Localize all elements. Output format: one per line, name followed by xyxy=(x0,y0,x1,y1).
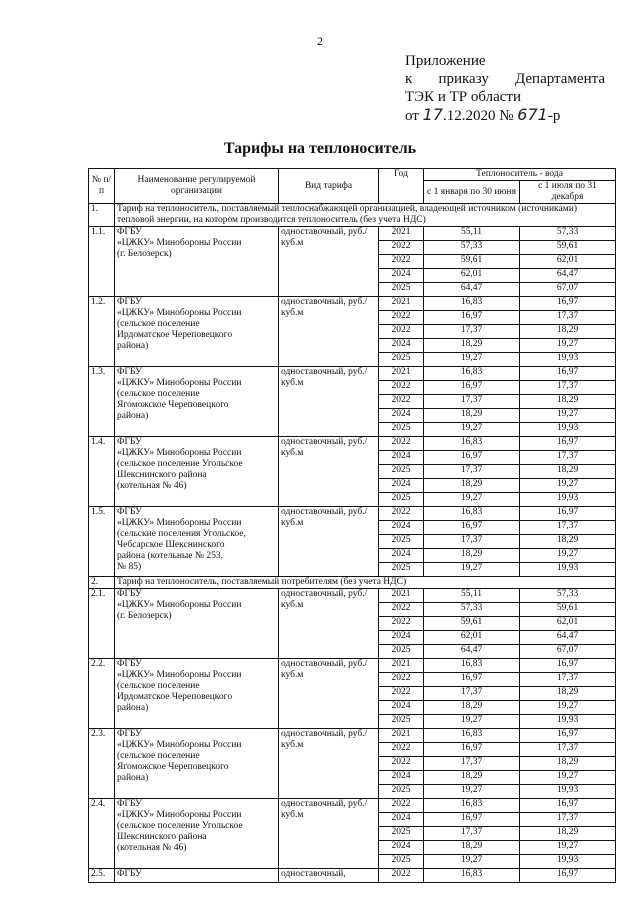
header-year: Год xyxy=(379,169,424,204)
year-cell: 2022 xyxy=(379,617,424,631)
tariff-type: одноставочный, руб./куб.м xyxy=(279,729,379,799)
year-cell: 2024 xyxy=(379,631,424,645)
tariff-h2-cell: 59,61 xyxy=(520,241,616,255)
tariff-h1-cell: 16,83 xyxy=(424,367,520,381)
tariff-h1-cell: 59,61 xyxy=(424,255,520,269)
organization-line: района) xyxy=(117,411,149,421)
tariff-h2-cell: 19,93 xyxy=(520,353,616,367)
tariff-h1-cell: 16,83 xyxy=(424,799,520,813)
tariff-h2-cell: 57,33 xyxy=(520,227,616,241)
organization-line: ФГБУ xyxy=(117,367,142,377)
tariff-h1-cell: 16,83 xyxy=(424,297,520,311)
tariff-h1-cell: 17,37 xyxy=(424,687,520,701)
tariff-h2-cell: 17,37 xyxy=(520,813,616,827)
row-number: 2.3. xyxy=(89,729,115,799)
row-number: 1.1. xyxy=(89,227,115,297)
tariff-h2-cell: 18,29 xyxy=(520,687,616,701)
year-cell: 2022 xyxy=(379,255,424,269)
tariff-h1-cell: 19,27 xyxy=(424,715,520,729)
year-cell: 2025 xyxy=(379,535,424,549)
organization-line: (сельские поселения Угольское, xyxy=(117,529,246,539)
tariff-h2-cell: 17,37 xyxy=(520,381,616,395)
year-cell: 2021 xyxy=(379,227,424,241)
tariff-h2-cell: 67,07 xyxy=(520,283,616,297)
handwritten-order-number: 671 xyxy=(517,105,548,124)
section-row xyxy=(89,577,616,589)
organization-line: ФГБУ xyxy=(117,227,142,237)
year-cell: 2024 xyxy=(379,771,424,785)
year-cell: 2021 xyxy=(379,367,424,381)
organization-name xyxy=(115,729,279,799)
tariff-h1-cell: 64,47 xyxy=(424,283,520,297)
tariff-h1-cell: 17,37 xyxy=(424,827,520,841)
tariff-type: одноставочный, руб./куб.м xyxy=(279,659,379,729)
tariff-h1-cell: 19,27 xyxy=(424,785,520,799)
tariff-type: одноставочный, руб./куб.м xyxy=(279,437,379,507)
organization-line: (г. Белозерск) xyxy=(117,249,172,259)
tariff-h2-cell: 17,37 xyxy=(520,521,616,535)
year-cell: 2025 xyxy=(379,423,424,437)
year-cell: 2025 xyxy=(379,283,424,297)
organization-line: (сельское поселение xyxy=(117,681,200,691)
section-number: 2. xyxy=(89,577,115,589)
tariff-h2-cell: 19,93 xyxy=(520,715,616,729)
row-number: 1.5. xyxy=(89,507,115,577)
year-cell: 2022 xyxy=(379,869,424,883)
tariff-h1-cell: 18,29 xyxy=(424,339,520,353)
tariff-h1-cell: 19,27 xyxy=(424,493,520,507)
organization-line: (сельское поселение xyxy=(117,319,200,329)
table-row xyxy=(89,367,616,381)
table-row xyxy=(89,799,616,813)
header-period1: с 1 января по 30 июня xyxy=(424,181,520,204)
tariff-h1-cell: 17,37 xyxy=(424,395,520,409)
tariff-h2-cell: 18,29 xyxy=(520,757,616,771)
organization-line: района) xyxy=(117,703,149,713)
year-cell: 2022 xyxy=(379,395,424,409)
year-cell: 2021 xyxy=(379,589,424,603)
tariff-h2-cell: 64,47 xyxy=(520,631,616,645)
row-number: 2.5. xyxy=(89,869,115,883)
organization-line: Чебсарское Шекснинского xyxy=(117,540,225,550)
tariff-h1-cell: 16,97 xyxy=(424,311,520,325)
tariff-type: одноставочный, xyxy=(279,869,379,883)
tariff-h1-cell: 18,29 xyxy=(424,549,520,563)
tariff-h1-cell: 19,27 xyxy=(424,855,520,869)
tariff-h2-cell: 62,01 xyxy=(520,617,616,631)
organization-line: «ЦЖКУ» Минобороны России xyxy=(117,448,242,458)
tariff-h1-cell: 62,01 xyxy=(424,269,520,283)
tariff-h2-cell: 64,47 xyxy=(520,269,616,283)
tariffs-table xyxy=(88,168,616,883)
table-row xyxy=(89,659,616,673)
year-cell: 2022 xyxy=(379,241,424,255)
tariff-h2-cell: 17,37 xyxy=(520,743,616,757)
organization-line: № 85) xyxy=(117,562,142,572)
organization-line: (котельная № 46) xyxy=(117,843,187,853)
organization-line: ФГБУ xyxy=(117,799,142,809)
tariff-h1-cell: 18,29 xyxy=(424,479,520,493)
tariff-h1-cell: 16,97 xyxy=(424,673,520,687)
header-num: № п/п xyxy=(89,169,115,204)
year-cell: 2025 xyxy=(379,855,424,869)
row-number: 2.1. xyxy=(89,589,115,659)
organization-line: «ЦЖКУ» Минобороны России xyxy=(117,740,242,750)
year-cell: 2021 xyxy=(379,729,424,743)
organization-name xyxy=(115,367,279,437)
tariff-h1-cell: 19,27 xyxy=(424,563,520,577)
section-title: Тариф на теплоноситель, поставляемый потребителям (без учета НДС) xyxy=(115,577,616,589)
tariff-h1-cell: 57,33 xyxy=(424,603,520,617)
year-cell: 2024 xyxy=(379,269,424,283)
row-number: 1.3. xyxy=(89,367,115,437)
section-number: 1. xyxy=(89,204,115,227)
tariff-h2-cell: 18,29 xyxy=(520,325,616,339)
tariff-h1-cell: 17,37 xyxy=(424,465,520,479)
year-cell: 2025 xyxy=(379,827,424,841)
year-cell: 2024 xyxy=(379,479,424,493)
organization-line: «ЦЖКУ» Минобороны России xyxy=(117,308,242,318)
header-org: Наименование регулируемой организации xyxy=(115,169,279,204)
row-number: 1.4. xyxy=(89,437,115,507)
appendix-word: Департамента xyxy=(514,71,605,87)
tariff-h1-cell: 16,97 xyxy=(424,813,520,827)
tariff-h2-cell: 17,37 xyxy=(520,311,616,325)
table-row xyxy=(89,297,616,311)
tariff-h2-cell: 16,97 xyxy=(520,729,616,743)
year-cell: 2022 xyxy=(379,381,424,395)
tariff-h2-cell: 19,27 xyxy=(520,841,616,855)
section-row xyxy=(89,204,616,227)
page-number: 2 xyxy=(317,34,323,48)
year-cell: 2025 xyxy=(379,645,424,659)
tariff-h1-cell: 18,29 xyxy=(424,409,520,423)
tariff-h2-cell: 18,29 xyxy=(520,827,616,841)
organization-line: (г. Белозерск) xyxy=(117,611,172,621)
tariff-h1-cell: 55,11 xyxy=(424,589,520,603)
tariff-type: одноставочный, руб./куб.м xyxy=(279,227,379,297)
row-number: 2.2. xyxy=(89,659,115,729)
organization-line: ФГБУ xyxy=(117,507,142,517)
tariff-h2-cell: 19,93 xyxy=(520,563,616,577)
year-cell: 2025 xyxy=(379,715,424,729)
organization-line: (сельское поселение xyxy=(117,751,200,761)
organization-name xyxy=(115,589,279,659)
tariff-h2-cell: 17,37 xyxy=(520,451,616,465)
document-title: Тарифы на теплоноситель xyxy=(223,140,417,157)
tariff-h1-cell: 62,01 xyxy=(424,631,520,645)
tariff-h2-cell: 18,29 xyxy=(520,395,616,409)
order-suffix: -р xyxy=(547,108,561,124)
header-group: Теплоноситель - вода xyxy=(424,169,616,181)
tariff-h1-cell: 17,37 xyxy=(424,535,520,549)
year-cell: 2022 xyxy=(379,507,424,521)
organization-line: (сельское поселение xyxy=(117,389,200,399)
tariff-h2-cell: 16,97 xyxy=(520,297,616,311)
tariff-h1-cell: 16,83 xyxy=(424,729,520,743)
appendix-date-line xyxy=(405,106,605,125)
tariff-h2-cell: 67,07 xyxy=(520,645,616,659)
organization-line: «ЦЖКУ» Минобороны России xyxy=(117,600,242,610)
tariff-type: одноставочный, руб./куб.м xyxy=(279,799,379,869)
row-number: 1.2. xyxy=(89,297,115,367)
tariff-h1-cell: 16,97 xyxy=(424,381,520,395)
tariff-h2-cell: 19,93 xyxy=(520,855,616,869)
year-cell: 2025 xyxy=(379,563,424,577)
organization-line: Ягоможское Череповецкого xyxy=(117,400,229,410)
organization-line: Шекснинского района xyxy=(117,832,207,842)
year-cell: 2022 xyxy=(379,325,424,339)
year-cell: 2024 xyxy=(379,409,424,423)
organization-name xyxy=(115,799,279,869)
year-cell: 2025 xyxy=(379,465,424,479)
tariff-h2-cell: 18,29 xyxy=(520,535,616,549)
organization-line: ФГБУ xyxy=(117,297,142,307)
tariff-h1-cell: 16,83 xyxy=(424,507,520,521)
table-row xyxy=(89,507,616,521)
tariff-type: одноставочный, руб./куб.м xyxy=(279,367,379,437)
tariff-type: одноставочный, руб./куб.м xyxy=(279,507,379,577)
tariff-h1-cell: 16,97 xyxy=(424,521,520,535)
year-cell: 2022 xyxy=(379,437,424,451)
organization-line: ФГБУ xyxy=(117,869,142,879)
year-cell: 2022 xyxy=(379,687,424,701)
tariff-type: одноставочный, руб./куб.м xyxy=(279,589,379,659)
organization-line: района) xyxy=(117,773,149,783)
appendix-line2 xyxy=(405,70,605,88)
tariff-h2-cell: 19,93 xyxy=(520,785,616,799)
section-title: Тариф на теплоноситель, поставляемый теплоснабжающей организацией, владеющей источником (источниками) тепловой энергии, на котором производится теплоноситель (без учета НДС) xyxy=(115,204,616,227)
tariff-h1-cell: 18,29 xyxy=(424,771,520,785)
tariff-h2-cell: 16,97 xyxy=(520,367,616,381)
tariff-h2-cell: 19,27 xyxy=(520,409,616,423)
date-prefix: от xyxy=(405,108,419,124)
organization-line: ФГБУ xyxy=(117,437,142,447)
year-cell: 2022 xyxy=(379,673,424,687)
organization-line: «ЦЖКУ» Минобороны России xyxy=(117,518,242,528)
organization-line: Ирдоматское Череповецкого xyxy=(117,330,233,340)
tariff-h1-cell: 55,11 xyxy=(424,227,520,241)
tariff-h2-cell: 59,61 xyxy=(520,603,616,617)
tariff-h2-cell: 19,93 xyxy=(520,423,616,437)
table-row xyxy=(89,227,616,241)
appendix-word: приказу xyxy=(438,71,489,87)
organization-name xyxy=(115,227,279,297)
header-period2: с 1 июля по 31 декабря xyxy=(520,181,616,204)
tariff-h1-cell: 17,37 xyxy=(424,325,520,339)
year-cell: 2021 xyxy=(379,659,424,673)
tariff-h2-cell: 18,29 xyxy=(520,465,616,479)
tariff-h2-cell: 16,97 xyxy=(520,869,616,883)
organization-line: (сельское поселение Угольское xyxy=(117,821,243,831)
row-number: 2.4. xyxy=(89,799,115,869)
year-cell: 2024 xyxy=(379,339,424,353)
organization-line: ФГБУ xyxy=(117,589,142,599)
tariff-h1-cell: 16,83 xyxy=(424,869,520,883)
tariff-h1-cell: 16,83 xyxy=(424,437,520,451)
year-cell: 2025 xyxy=(379,353,424,367)
year-cell: 2024 xyxy=(379,451,424,465)
organization-line: «ЦЖКУ» Минобороны России xyxy=(117,378,242,388)
organization-line: «ЦЖКУ» Минобороны России xyxy=(117,238,242,248)
year-cell: 2022 xyxy=(379,603,424,617)
appendix-line1: Приложение xyxy=(405,53,486,69)
tariff-h2-cell: 17,37 xyxy=(520,673,616,687)
organization-line: Шекснинского района xyxy=(117,470,207,480)
organization-line: Ирдоматское Череповецкого xyxy=(117,692,233,702)
tariff-h2-cell: 19,27 xyxy=(520,339,616,353)
tariff-h2-cell: 19,27 xyxy=(520,771,616,785)
date-rest: .12.2020 № xyxy=(442,108,514,124)
year-cell: 2024 xyxy=(379,813,424,827)
appendix-word: к xyxy=(405,71,413,87)
appendix-line3: ТЭК и ТР области xyxy=(405,89,521,105)
year-cell: 2025 xyxy=(379,785,424,799)
handwritten-day: 17 xyxy=(422,105,443,124)
tariff-h1-cell: 19,27 xyxy=(424,423,520,437)
tariff-h1-cell: 16,97 xyxy=(424,743,520,757)
header-type: Вид тарифа xyxy=(279,169,379,204)
tariff-h2-cell: 16,97 xyxy=(520,437,616,451)
organization-line: «ЦЖКУ» Минобороны России xyxy=(117,810,242,820)
tariff-h1-cell: 18,29 xyxy=(424,701,520,715)
year-cell: 2024 xyxy=(379,521,424,535)
organization-name xyxy=(115,507,279,577)
tariff-h2-cell: 19,27 xyxy=(520,701,616,715)
tariff-h2-cell: 62,01 xyxy=(520,255,616,269)
tariff-h1-cell: 16,83 xyxy=(424,659,520,673)
organization-line: района) xyxy=(117,341,149,351)
organization-name xyxy=(115,659,279,729)
tariff-h1-cell: 17,37 xyxy=(424,757,520,771)
organization-name xyxy=(115,869,279,883)
year-cell: 2024 xyxy=(379,701,424,715)
organization-line: района (котельные № 253, xyxy=(117,551,223,561)
tariff-h1-cell: 16,97 xyxy=(424,451,520,465)
tariff-h1-cell: 19,27 xyxy=(424,353,520,367)
table-row xyxy=(89,729,616,743)
year-cell: 2022 xyxy=(379,311,424,325)
organization-line: Ягоможское Череповецкого xyxy=(117,762,229,772)
year-cell: 2022 xyxy=(379,799,424,813)
year-cell: 2024 xyxy=(379,549,424,563)
tariff-h2-cell: 19,27 xyxy=(520,549,616,563)
table-row xyxy=(89,437,616,451)
organization-name xyxy=(115,437,279,507)
year-cell: 2021 xyxy=(379,297,424,311)
organization-line: ФГБУ xyxy=(117,729,142,739)
appendix-block xyxy=(405,52,605,125)
tariff-h2-cell: 16,97 xyxy=(520,659,616,673)
tariff-h2-cell: 16,97 xyxy=(520,507,616,521)
organization-name xyxy=(115,297,279,367)
year-cell: 2025 xyxy=(379,493,424,507)
tariff-h1-cell: 57,33 xyxy=(424,241,520,255)
tariff-h1-cell: 59,61 xyxy=(424,617,520,631)
year-cell: 2024 xyxy=(379,841,424,855)
tariff-h2-cell: 19,93 xyxy=(520,493,616,507)
year-cell: 2022 xyxy=(379,757,424,771)
organization-line: «ЦЖКУ» Минобороны России xyxy=(117,670,242,680)
tariff-h2-cell: 19,27 xyxy=(520,479,616,493)
tariff-h1-cell: 18,29 xyxy=(424,841,520,855)
tariff-type: одноставочный, руб./куб.м xyxy=(279,297,379,367)
tariff-h2-cell: 57,33 xyxy=(520,589,616,603)
organization-line: (сельское поселение Угольское xyxy=(117,459,243,469)
organization-line: ФГБУ xyxy=(117,659,142,669)
table-row xyxy=(89,589,616,603)
year-cell: 2022 xyxy=(379,743,424,757)
organization-line: (котельная № 46) xyxy=(117,481,187,491)
table-row xyxy=(89,869,616,883)
tariffs-body xyxy=(89,204,616,883)
tariff-h1-cell: 64,47 xyxy=(424,645,520,659)
tariff-h2-cell: 16,97 xyxy=(520,799,616,813)
